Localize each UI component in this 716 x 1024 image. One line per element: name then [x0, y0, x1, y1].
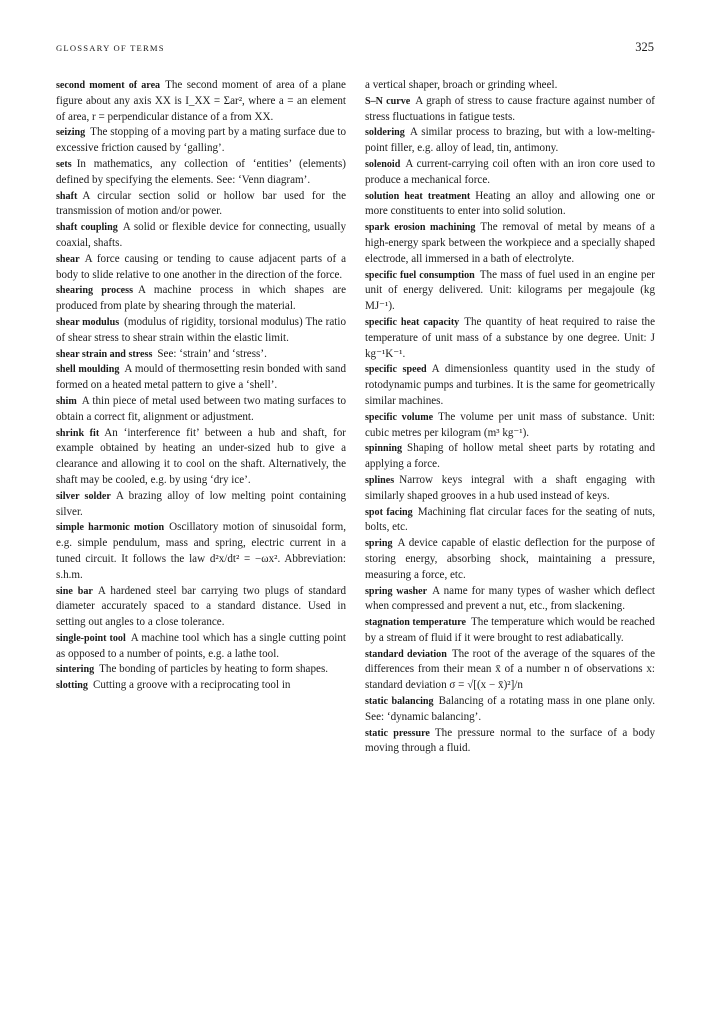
entry-term: shim: [56, 395, 77, 407]
glossary-column-right: [365, 78, 655, 757]
entry-term: single-point tool: [56, 632, 126, 644]
glossary-entry: [365, 315, 655, 362]
glossary-entry: [56, 426, 346, 489]
glossary-entry: [365, 647, 655, 694]
glossary-entry: [56, 584, 346, 631]
glossary-entry: [365, 536, 655, 583]
entry-definition: See: ‘strain’ and ‘stress’.: [157, 347, 267, 360]
entry-term: seizing: [56, 127, 86, 139]
entry-definition: The removal of metal by means of a high-energy spark between the workpiece and a specially shaped electrode, all immersed in a bath of electrolyte.: [365, 221, 655, 265]
entry-definition: The stopping of a moving part by a mating surface due to excessive friction caused by ‘galling’.: [56, 126, 346, 155]
entry-term: spinning: [365, 443, 403, 455]
glossary-entry: [56, 662, 346, 678]
entry-definition: Cutting a groove with a reciprocating tool in: [92, 679, 291, 692]
glossary-entry: [56, 315, 346, 347]
glossary-entry: [365, 505, 655, 537]
entry-term: spring: [365, 538, 393, 550]
entry-term: standard deviation: [365, 648, 447, 660]
entry-term: splines: [365, 474, 395, 486]
entry-definition: A brazing alloy of low melting point containing silver.: [56, 489, 346, 518]
entry-definition: A device capable of elastic deflection for the purpose of storing energy, absorbing shock, maintaining a pressure, measuring a force, etc.: [365, 537, 655, 581]
entry-definition: A name for many types of washer which deflect when compressed and prevent a nut, etc., from slackening.: [365, 584, 655, 613]
entry-term: specific fuel consumption: [365, 269, 475, 281]
entry-term: specific volume: [365, 411, 434, 423]
glossary-entry: [56, 220, 346, 252]
entry-definition: An ‘interference fit’ between a hub and shaft, for example obtained by heating an under-sized hub to give a clearance and allowing it to cool on the shaft. Alternatively, the shaft may be cooled, e.g. by using ‘dry ice’.: [56, 426, 346, 486]
glossary-entry: [56, 157, 346, 189]
glossary-entry: [56, 678, 346, 694]
entry-term: static pressure: [365, 727, 430, 739]
entry-definition: The pressure normal to the surface of a body moving through a fluid.: [365, 726, 655, 755]
entry-term: specific heat capacity: [365, 316, 460, 328]
entry-term: sets: [56, 158, 72, 170]
entry-term: silver solder: [56, 490, 111, 502]
glossary-entry: [365, 157, 655, 189]
glossary-entry: [56, 489, 346, 521]
glossary-entry: [365, 615, 655, 647]
entry-definition: A thin piece of metal used between two mating surfaces to obtain a correct fit, alignment or adjustment.: [56, 394, 346, 423]
entry-term: shear modulus: [56, 316, 120, 328]
glossary-entry: [365, 189, 655, 221]
entry-definition: A force causing or tending to cause adjacent parts of a body to slide relative to one another in the direction of the force.: [56, 252, 346, 281]
entry-definition: A solid or flexible device for connecting, usually coaxial, shafts.: [56, 221, 346, 249]
entry-definition: A circular section solid or hollow bar used for the transmission of motion and/or power.: [56, 189, 346, 218]
entry-definition: A dimensionless quantity used in the study of rotodynamic pumps and turbines. It is the same for geometrically similar machines.: [365, 363, 655, 407]
entry-term: sintering: [56, 664, 95, 676]
entry-definition: Machining flat circular faces for the seating of nuts, bolts, etc.: [365, 505, 656, 534]
glossary-entry: [365, 584, 655, 616]
entry-definition: A graph of stress to cause fracture against number of stress fluctuations in fatigue tests.: [365, 94, 655, 123]
entry-term: solution heat treatment: [365, 190, 471, 202]
entry-term: soldering: [365, 127, 405, 139]
entry-definition: Shaping of hollow metal sheet parts by rotating and applying a force.: [365, 442, 655, 471]
entry-definition: (modulus of rigidity, torsional modulus) The ratio of shear stress to shear strain within the elastic limit.: [56, 315, 347, 344]
glossary-entry: [56, 347, 346, 363]
entry-term: spring washer: [365, 585, 428, 597]
glossary-column-left: [56, 78, 346, 694]
running-head: [56, 40, 654, 60]
entry-definition: The temperature which would be reached by a stream of fluid if it were brought to rest adiabatically.: [365, 616, 655, 644]
entry-definition: A similar process to brazing, but with a low-melting-point filler, e.g. alloy of lead, tin, antimony.: [365, 126, 655, 155]
entry-term: solenoid: [365, 158, 401, 170]
glossary-entry: [56, 252, 346, 284]
entry-definition: A machine tool which has a single cutting point as opposed to a number of points, e.g. a lathe tool.: [56, 631, 346, 660]
glossary-entry: [56, 362, 346, 394]
page-number: 325: [635, 40, 654, 54]
entry-term: specific speed: [365, 364, 427, 376]
entry-definition: A current-carrying coil often with an iron core used to produce a mechanical force.: [365, 157, 655, 186]
entry-definition: A mould of thermosetting resin bonded with sand formed on a heated metal pattern to give a ‘shell’.: [56, 363, 346, 392]
entry-term: spot facing: [365, 506, 413, 518]
glossary-entry: [56, 520, 346, 583]
entry-definition: Heating an alloy and allowing one or more constituents to enter into solid solution.: [365, 189, 655, 218]
glossary-entry: [56, 283, 346, 315]
glossary-entry: [365, 473, 655, 505]
entry-term: stagnation temperature: [365, 617, 467, 629]
entry-definition: A hardened steel bar carrying two plugs of standard diameter accurately spaced to a standard distance. Used in setting out angles to a close tolerance.: [56, 584, 346, 629]
entry-term: shaft: [56, 190, 78, 202]
entry-term: sine bar: [56, 585, 93, 597]
entry-term: simple harmonic motion: [56, 522, 165, 534]
entry-term: shear strain and stress: [56, 348, 153, 360]
glossary-entry: [365, 694, 655, 726]
entry-term: spark erosion machining: [365, 222, 476, 234]
entry-definition: The quantity of heat required to raise the temperature of unit mass of a substance by one degree. Unit: J kg⁻¹K⁻¹.: [365, 315, 655, 360]
glossary-entry: [56, 394, 346, 426]
entry-definition: Narrow keys integral with a shaft engaging with similarly shaped grooves in a hub used instead of keys.: [365, 473, 655, 502]
entry-definition: Balancing of a rotating mass in one plane only. See: ‘dynamic balancing’.: [365, 695, 656, 723]
glossary-entry: [56, 631, 346, 663]
running-head-title: GLOSSARY OF TERMS: [56, 43, 165, 53]
entry-term: shear: [56, 253, 80, 265]
entry-definition: Oscillatory motion of sinusoidal form, e.g. simple pendulum, mass and spring, electric current in a tuned circuit. It follows the law d²x/dt² = −ωx². Abbreviation: s.h.m.: [56, 521, 346, 581]
glossary-entry: [365, 362, 655, 409]
glossary-entry: [56, 189, 346, 221]
entry-definition: The mass of fuel used in an engine per unit of energy delivered. Unit: kilograms per megajoule (kg MJ⁻¹).: [365, 268, 655, 313]
glossary-entry: [365, 220, 655, 267]
entry-term: static balancing: [365, 696, 434, 708]
glossary-entry: [365, 726, 655, 758]
entry-term: S–N curve: [365, 95, 411, 107]
glossary-entry: [365, 268, 655, 315]
entry-term: shaft coupling: [56, 222, 118, 234]
glossary-entry: [365, 125, 655, 157]
entry-term: shearing process: [56, 285, 134, 297]
glossary-entry: [365, 94, 655, 126]
entry-term: shrink fit: [56, 427, 100, 439]
entry-definition: The bonding of particles by heating to form shapes.: [99, 663, 329, 676]
entry-definition: The volume per unit mass of substance. Unit: cubic metres per kilogram (m³ kg⁻¹).: [365, 410, 655, 439]
entry-definition: A machine process in which shapes are produced from plate by shearing through the material.: [56, 284, 347, 313]
glossary-entry-continued: [365, 78, 655, 94]
glossary-entry: [365, 410, 655, 442]
glossary-entry: [56, 78, 346, 125]
entry-term: second moment of area: [56, 80, 161, 91]
entry-definition: The second moment of area of a plane figure about any axis XX is I_XX = Σar², where a = an element of area, r = perpendicular distance of a from XX.: [56, 79, 346, 123]
entry-definition: a vertical shaper, broach or grinding wheel.: [365, 79, 558, 91]
entry-term: slotting: [56, 680, 88, 692]
entry-definition: The root of the average of the squares of the differences from their mean x̄ of a number n of observations x: standard deviation σ = √[(x − x̄)²]/n: [365, 647, 656, 692]
entry-definition: In mathematics, any collection of ‘entities’ (elements) defined by specifying the elements. See: ‘Venn diagram’.: [56, 157, 346, 186]
glossary-entry: [56, 125, 346, 157]
entry-term: shell moulding: [56, 364, 120, 376]
glossary-entry: [365, 441, 655, 473]
